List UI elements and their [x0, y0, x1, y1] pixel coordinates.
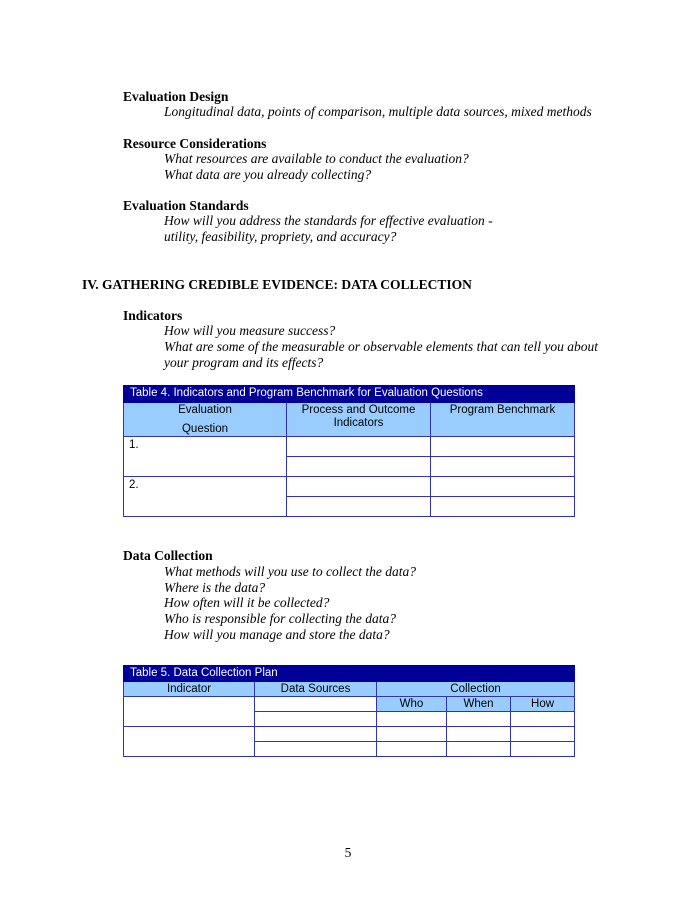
table-5-cell — [511, 712, 575, 727]
table-5-cell — [511, 727, 575, 742]
table-4-header-evaluation: Evaluation — [178, 404, 232, 416]
table-4-header-benchmark — [431, 403, 575, 437]
table-4-row-1-label: 1. — [129, 439, 139, 451]
table-5-cell — [255, 727, 377, 742]
table-5-header-indicator: Indicator — [124, 682, 255, 697]
table-5-cell — [511, 742, 575, 757]
table-5-cell — [255, 697, 377, 712]
table-4-cell — [431, 477, 575, 497]
page-number: 5 — [344, 845, 352, 860]
indicators-heading: Indicators — [123, 308, 183, 323]
table-5-header-who: Who — [377, 697, 447, 712]
evaluation-design-heading: Evaluation Design — [123, 89, 229, 104]
indicators-line-1: How will you measure success? — [164, 323, 336, 338]
table-5-cell — [255, 742, 377, 757]
evaluation-standards-heading: Evaluation Standards — [123, 198, 249, 213]
data-collection-line-2: Where is the data? — [164, 580, 266, 595]
table-4-header-evaluation-question — [124, 403, 287, 437]
data-collection-line-5: How will you manage and store the data? — [164, 627, 390, 642]
table-4-cell — [287, 437, 431, 457]
table-4-row-1-question — [124, 437, 287, 477]
data-collection-line-4: Who is responsible for collecting the data? — [164, 611, 396, 626]
table-5-cell — [447, 727, 511, 742]
resource-considerations-heading: Resource Considerations — [123, 136, 267, 151]
table-4-cell — [431, 457, 575, 477]
table-4-cell — [431, 497, 575, 517]
table-4-caption: Table 4. Indicators and Program Benchmark for Evaluation Questions — [124, 386, 575, 403]
table-5-cell — [447, 742, 511, 757]
table-4-row-2-question — [124, 477, 287, 517]
table-5-header-how: How — [511, 697, 575, 712]
data-collection-heading: Data Collection — [123, 548, 213, 563]
table-5-cell — [377, 712, 447, 727]
table-4-header-benchmark-label: Program Benchmark — [449, 404, 556, 416]
resource-considerations-line-1: What resources are available to conduct the evaluation? — [164, 151, 469, 166]
table-4-cell — [287, 497, 431, 517]
table-4-header-indicators-line-1: Process and Outcome — [301, 404, 416, 416]
table-4-row-2-label: 2. — [129, 479, 139, 491]
table-5-header-data-sources: Data Sources — [255, 682, 377, 697]
table-5-caption: Table 5. Data Collection Plan — [124, 666, 575, 682]
table-4-header-question: Question — [181, 423, 229, 435]
table-4-cell — [431, 437, 575, 457]
table-4-cell — [287, 457, 431, 477]
section-iv-title: IV. GATHERING CREDIBLE EVIDENCE: DATA COLLECTION — [82, 277, 472, 292]
table-4 — [123, 385, 575, 517]
table-5-cell — [377, 727, 447, 742]
table-4-header-indicators — [287, 403, 431, 437]
table-5-header-collection: Collection — [377, 682, 575, 697]
evaluation-standards-line-1: How will you address the standards for effective evaluation - — [164, 213, 493, 228]
table-5-cell — [447, 712, 511, 727]
table-5 — [123, 665, 575, 757]
indicators-line-3: your program and its effects? — [164, 355, 324, 370]
evaluation-design-text: Longitudinal data, points of comparison, multiple data sources, mixed methods — [164, 104, 592, 119]
table-5-header-when: When — [447, 697, 511, 712]
table-5-cell — [124, 697, 255, 727]
table-5-cell — [124, 727, 255, 757]
table-5-cell — [377, 742, 447, 757]
table-4-cell — [287, 477, 431, 497]
table-4-header-indicators-line-2: Indicators — [333, 417, 384, 429]
evaluation-standards-line-2: utility, feasibility, propriety, and accuracy? — [164, 229, 397, 244]
resource-considerations-line-2: What data are you already collecting? — [164, 167, 372, 182]
table-5-cell — [255, 712, 377, 727]
data-collection-line-1: What methods will you use to collect the data? — [164, 564, 416, 579]
data-collection-line-3: How often will it be collected? — [164, 595, 330, 610]
indicators-line-2: What are some of the measurable or observable elements that can tell you about — [164, 339, 599, 354]
